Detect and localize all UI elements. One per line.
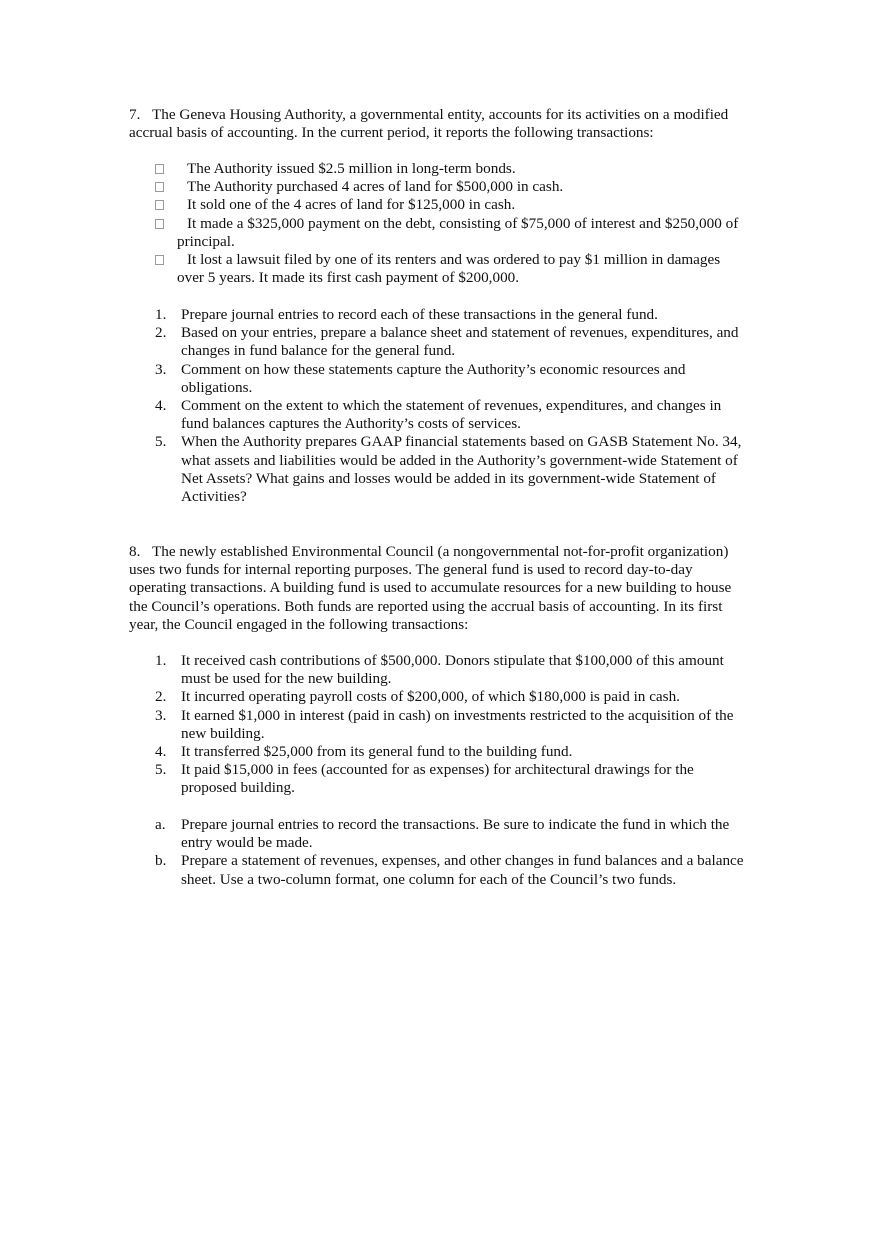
bullet-box-icon xyxy=(155,255,164,265)
list-item xyxy=(155,652,750,688)
list-item-text: Based on your entries, prepare a balance sheet and statement of revenues, expenditures, and changes in fund balance for the general fund. xyxy=(181,324,739,360)
list-marker: 4. xyxy=(155,397,167,415)
list-item-text: It sold one of the 4 acres of land for $125,000 in cash. xyxy=(187,196,516,214)
list-item-text: It transferred $25,000 from its general fund to the building fund. xyxy=(181,743,573,761)
question-7-transactions xyxy=(155,160,750,287)
list-marker: 2. xyxy=(155,324,167,342)
list-item-text: The Authority issued $2.5 million in long-term bonds. xyxy=(187,160,516,177)
question-8-transactions xyxy=(155,652,750,798)
question-8-tasks xyxy=(155,816,750,889)
question-8-number: 8. xyxy=(129,543,141,560)
list-item-text: It earned $1,000 in interest (paid in cash) on investments restricted to the acquisition of the new building. xyxy=(181,706,734,742)
list-item-text: When the Authority prepares GAAP financial statements based on GASB Statement No. 34, what assets and liabilities would be added in the Authority’s government-wide Statement of Net Assets? What gains and losses would be added in its government-wide Statement of Activities? xyxy=(181,433,742,506)
list-item-text: Prepare journal entries to record each of these transactions in the general fund. xyxy=(181,306,658,323)
bullet-box-icon xyxy=(155,164,164,174)
list-marker: 5. xyxy=(155,433,167,451)
list-marker: 4. xyxy=(155,743,167,761)
list-item-text: Prepare journal entries to record the transactions. Be sure to indicate the fund in which the entry would be made. xyxy=(181,816,730,852)
list-item xyxy=(155,761,750,797)
list-item-text: The Authority purchased 4 acres of land for $500,000 in cash. xyxy=(187,178,564,196)
list-item-text: Comment on the extent to which the statement of revenues, expenditures, and changes in fund balances captures the Authority’s costs of services. xyxy=(181,397,722,433)
question-8-intro-text: The newly established Environmental Council (a nongovernmental not-for-profit organization) uses two funds for internal reporting purposes. The general fund is used to record day-to-day operating transactions. A building fund is used to accumulate resources for a new building to house the Council’s operations. Both funds are reported using the accrual basis of accounting. In its first year, the Council engaged in the following transactions: xyxy=(129,543,732,633)
list-marker: 1. xyxy=(155,652,167,669)
question-7-intro xyxy=(129,106,749,142)
list-item-text: It paid $15,000 in fees (accounted for as expenses) for architectural drawings for the proposed building. xyxy=(181,761,694,797)
list-item xyxy=(155,743,750,761)
list-item xyxy=(155,816,750,852)
list-item-text: Comment on how these statements capture the Authority’s economic resources and obligations. xyxy=(181,360,686,396)
list-item-text: It received cash contributions of $500,000. Donors stipulate that $100,000 of this amount must be used for the new building. xyxy=(181,652,724,688)
list-item xyxy=(155,361,750,397)
list-item xyxy=(155,433,750,506)
list-item xyxy=(155,306,750,324)
list-item xyxy=(155,397,750,433)
list-marker: 1. xyxy=(155,306,167,323)
question-7-intro-text: The Geneva Housing Authority, a governmental entity, accounts for its activities on a modified accrual basis of accounting. In the current period, it reports the following transactions: xyxy=(129,106,729,142)
list-item xyxy=(155,852,750,888)
bullet-box-icon xyxy=(155,200,164,210)
list-marker: 5. xyxy=(155,761,167,779)
list-item xyxy=(155,160,750,178)
bullet-box-icon xyxy=(155,182,164,192)
list-item xyxy=(155,688,750,706)
list-item-text: It made a $325,000 payment on the debt, consisting of $75,000 of interest and $250,000 of principal. xyxy=(177,214,739,250)
list-marker: 3. xyxy=(155,360,167,378)
list-item xyxy=(155,196,750,214)
list-item xyxy=(155,707,750,743)
list-item xyxy=(155,251,750,287)
list-marker: 2. xyxy=(155,688,167,706)
question-7-tasks xyxy=(155,306,750,506)
list-item xyxy=(155,324,750,360)
list-item-text: Prepare a statement of revenues, expenses, and other changes in fund balances and a balance sheet. Use a two-column format, one column for each of the Council’s two funds. xyxy=(181,852,744,888)
list-marker: a. xyxy=(155,816,166,833)
list-item-text: It lost a lawsuit filed by one of its renters and was ordered to pay $1 million in damages over 5 years. It made its first cash payment of $200,000. xyxy=(177,251,721,287)
list-item xyxy=(155,215,750,251)
list-item xyxy=(155,178,750,196)
list-marker: b. xyxy=(155,852,167,870)
question-8-intro xyxy=(129,543,749,634)
question-7-number: 7. xyxy=(129,106,141,123)
bullet-box-icon xyxy=(155,219,164,229)
list-item-text: It incurred operating payroll costs of $200,000, of which $180,000 is paid in cash. xyxy=(181,688,680,706)
list-marker: 3. xyxy=(155,706,167,724)
